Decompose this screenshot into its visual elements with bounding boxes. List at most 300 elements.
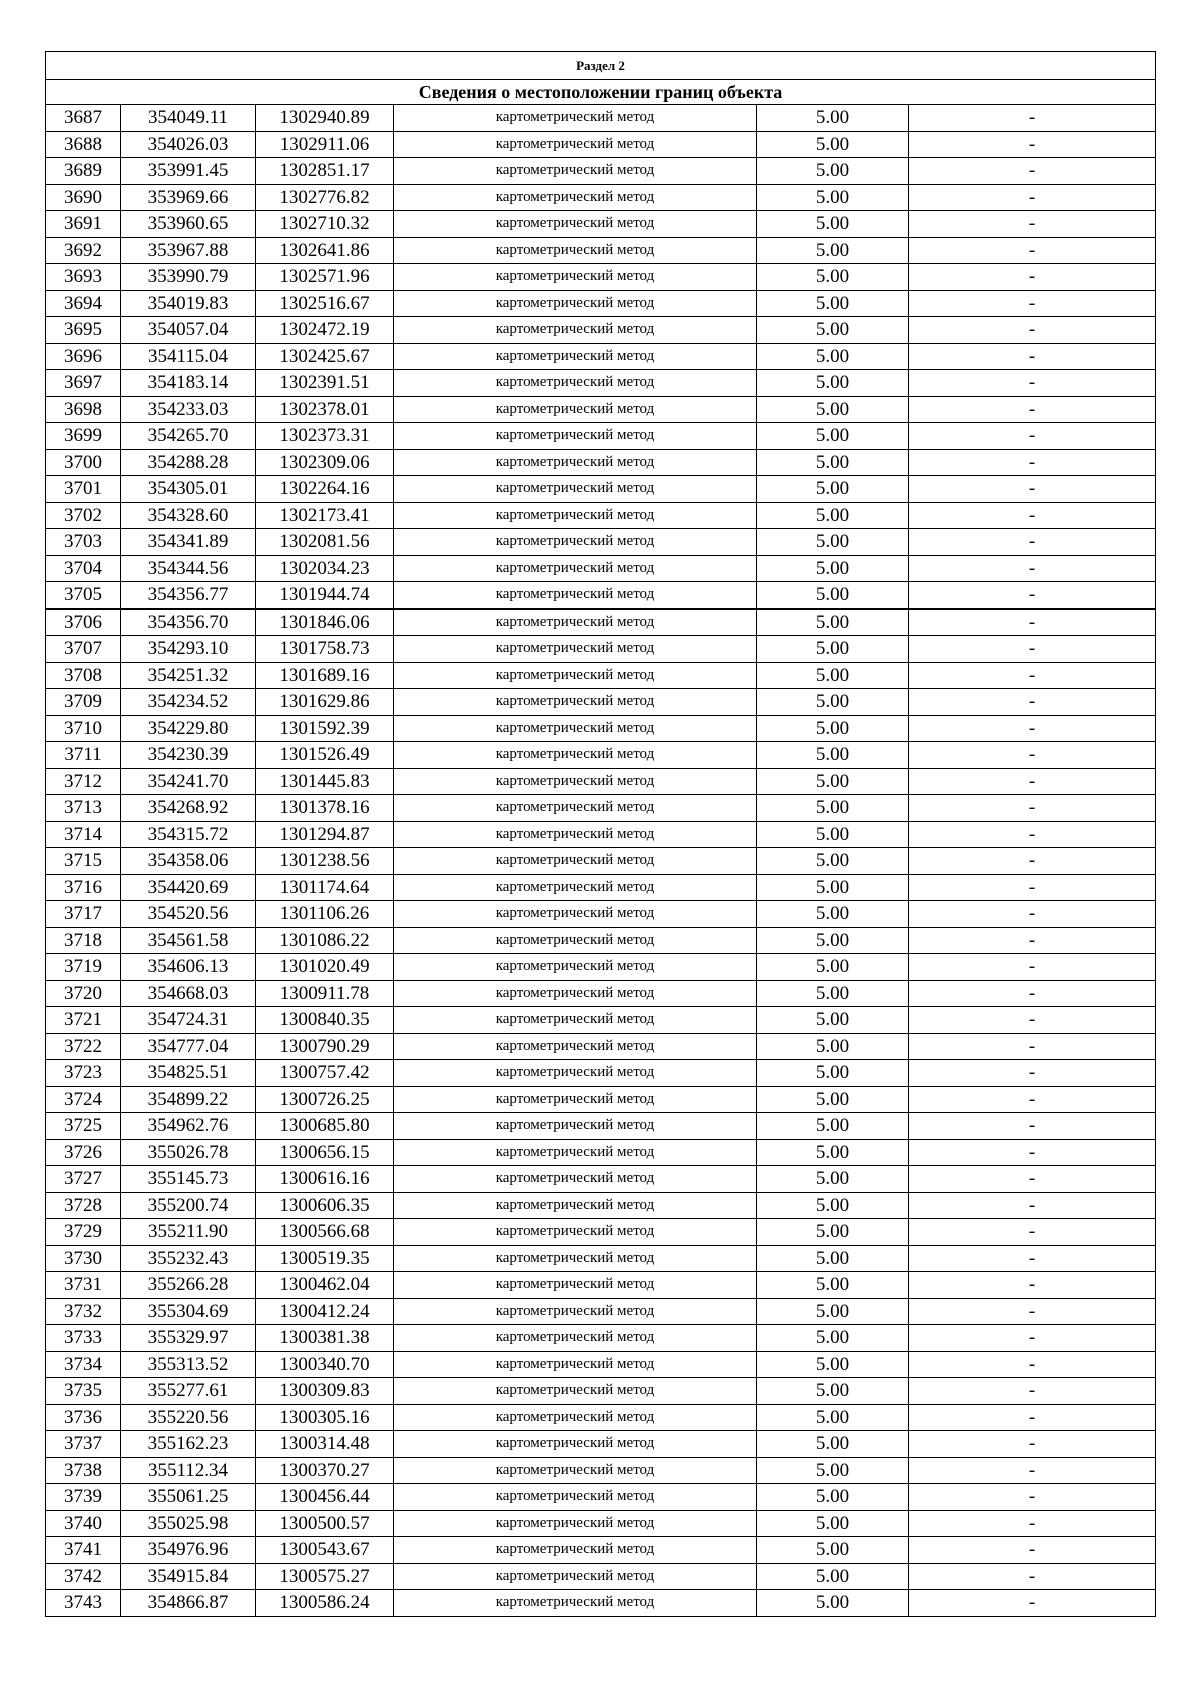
point-number-cell: 3718 [46, 927, 121, 954]
y-coordinate-cell: 1301944.74 [256, 582, 394, 609]
note-cell: - [909, 502, 1156, 529]
point-number-cell: 3743 [46, 1590, 121, 1617]
method-cell: картометрический метод [394, 1378, 757, 1405]
note-cell: - [909, 1245, 1156, 1272]
x-coordinate-cell: 354915.84 [121, 1563, 256, 1590]
accuracy-cell: 5.00 [757, 1563, 909, 1590]
x-coordinate-cell: 354328.60 [121, 502, 256, 529]
note-cell: - [909, 1484, 1156, 1511]
y-coordinate-cell: 1301445.83 [256, 768, 394, 795]
y-coordinate-cell: 1300305.16 [256, 1404, 394, 1431]
point-number-cell: 3711 [46, 742, 121, 769]
y-coordinate-cell: 1302034.23 [256, 555, 394, 582]
x-coordinate-cell: 354356.70 [121, 609, 256, 636]
table-row [46, 1245, 1156, 1272]
y-coordinate-cell: 1300606.35 [256, 1192, 394, 1219]
accuracy-cell: 5.00 [757, 237, 909, 264]
point-number-cell: 3713 [46, 795, 121, 822]
point-number-cell: 3698 [46, 396, 121, 423]
y-coordinate-cell: 1301086.22 [256, 927, 394, 954]
x-coordinate-cell: 355232.43 [121, 1245, 256, 1272]
method-cell: картометрический метод [394, 1325, 757, 1352]
accuracy-cell: 5.00 [757, 370, 909, 397]
method-cell: картометрический метод [394, 609, 757, 636]
note-cell: - [909, 901, 1156, 928]
x-coordinate-cell: 354899.22 [121, 1086, 256, 1113]
accuracy-cell: 5.00 [757, 689, 909, 716]
table-row [46, 1537, 1156, 1564]
table-row [46, 1086, 1156, 1113]
note-cell: - [909, 662, 1156, 689]
accuracy-cell: 5.00 [757, 343, 909, 370]
table-row [46, 954, 1156, 981]
note-cell: - [909, 1325, 1156, 1352]
x-coordinate-cell: 354305.01 [121, 476, 256, 503]
point-number-cell: 3695 [46, 317, 121, 344]
accuracy-cell: 5.00 [757, 874, 909, 901]
table-row [46, 1033, 1156, 1060]
x-coordinate-cell: 354356.77 [121, 582, 256, 609]
x-coordinate-cell: 353969.66 [121, 184, 256, 211]
y-coordinate-cell: 1302472.19 [256, 317, 394, 344]
note-cell: - [909, 715, 1156, 742]
note-cell: - [909, 1378, 1156, 1405]
note-cell: - [909, 1139, 1156, 1166]
method-cell: картометрический метод [394, 131, 757, 158]
method-cell: картометрический метод [394, 396, 757, 423]
x-coordinate-cell: 355304.69 [121, 1298, 256, 1325]
note-cell: - [909, 1431, 1156, 1458]
y-coordinate-cell: 1300757.42 [256, 1060, 394, 1087]
point-number-cell: 3694 [46, 290, 121, 317]
method-cell: картометрический метод [394, 1086, 757, 1113]
method-cell: картометрический метод [394, 1563, 757, 1590]
note-cell: - [909, 184, 1156, 211]
note-cell: - [909, 1404, 1156, 1431]
table-row [46, 795, 1156, 822]
y-coordinate-cell: 1300462.04 [256, 1272, 394, 1299]
accuracy-cell: 5.00 [757, 1298, 909, 1325]
point-number-cell: 3730 [46, 1245, 121, 1272]
table-row [46, 1139, 1156, 1166]
table-row [46, 158, 1156, 185]
accuracy-cell: 5.00 [757, 184, 909, 211]
note-cell: - [909, 954, 1156, 981]
table-row [46, 449, 1156, 476]
table-row [46, 1113, 1156, 1140]
table-row [46, 1325, 1156, 1352]
method-cell: картометрический метод [394, 821, 757, 848]
y-coordinate-cell: 1302776.82 [256, 184, 394, 211]
method-cell: картометрический метод [394, 1351, 757, 1378]
table-row [46, 768, 1156, 795]
x-coordinate-cell: 353990.79 [121, 264, 256, 291]
accuracy-cell: 5.00 [757, 476, 909, 503]
method-cell: картометрический метод [394, 476, 757, 503]
table-row [46, 396, 1156, 423]
y-coordinate-cell: 1300543.67 [256, 1537, 394, 1564]
method-cell: картометрический метод [394, 715, 757, 742]
x-coordinate-cell: 355313.52 [121, 1351, 256, 1378]
x-coordinate-cell: 355112.34 [121, 1457, 256, 1484]
method-cell: картометрический метод [394, 1139, 757, 1166]
x-coordinate-cell: 354026.03 [121, 131, 256, 158]
point-number-cell: 3714 [46, 821, 121, 848]
x-coordinate-cell: 355061.25 [121, 1484, 256, 1511]
y-coordinate-cell: 1300790.29 [256, 1033, 394, 1060]
point-number-cell: 3729 [46, 1219, 121, 1246]
y-coordinate-cell: 1301174.64 [256, 874, 394, 901]
x-coordinate-cell: 354341.89 [121, 529, 256, 556]
point-number-cell: 3690 [46, 184, 121, 211]
accuracy-cell: 5.00 [757, 1325, 909, 1352]
method-cell: картометрический метод [394, 1590, 757, 1617]
method-cell: картометрический метод [394, 1060, 757, 1087]
method-cell: картометрический метод [394, 848, 757, 875]
method-cell: картометрический метод [394, 158, 757, 185]
point-number-cell: 3702 [46, 502, 121, 529]
table-row [46, 1272, 1156, 1299]
point-number-cell: 3691 [46, 211, 121, 238]
y-coordinate-cell: 1302425.67 [256, 343, 394, 370]
method-cell: картометрический метод [394, 1272, 757, 1299]
note-cell: - [909, 211, 1156, 238]
point-number-cell: 3710 [46, 715, 121, 742]
y-coordinate-cell: 1302391.51 [256, 370, 394, 397]
point-number-cell: 3733 [46, 1325, 121, 1352]
point-number-cell: 3740 [46, 1510, 121, 1537]
accuracy-cell: 5.00 [757, 980, 909, 1007]
method-cell: картометрический метод [394, 874, 757, 901]
method-cell: картометрический метод [394, 742, 757, 769]
note-cell: - [909, 1457, 1156, 1484]
note-cell: - [909, 768, 1156, 795]
method-cell: картометрический метод [394, 1192, 757, 1219]
x-coordinate-cell: 355145.73 [121, 1166, 256, 1193]
y-coordinate-cell: 1300500.57 [256, 1510, 394, 1537]
point-number-cell: 3716 [46, 874, 121, 901]
y-coordinate-cell: 1302911.06 [256, 131, 394, 158]
method-cell: картометрический метод [394, 423, 757, 450]
method-cell: картометрический метод [394, 1007, 757, 1034]
y-coordinate-cell: 1300726.25 [256, 1086, 394, 1113]
note-cell: - [909, 927, 1156, 954]
point-number-cell: 3720 [46, 980, 121, 1007]
point-number-cell: 3742 [46, 1563, 121, 1590]
note-cell: - [909, 1219, 1156, 1246]
method-cell: картометрический метод [394, 927, 757, 954]
table-row [46, 343, 1156, 370]
note-cell: - [909, 1060, 1156, 1087]
method-cell: картометрический метод [394, 317, 757, 344]
x-coordinate-cell: 354315.72 [121, 821, 256, 848]
y-coordinate-cell: 1300575.27 [256, 1563, 394, 1590]
table-row [46, 555, 1156, 582]
table-row [46, 290, 1156, 317]
method-cell: картометрический метод [394, 1510, 757, 1537]
accuracy-cell: 5.00 [757, 1192, 909, 1219]
y-coordinate-cell: 1301020.49 [256, 954, 394, 981]
method-cell: картометрический метод [394, 636, 757, 663]
table-row [46, 502, 1156, 529]
y-coordinate-cell: 1302309.06 [256, 449, 394, 476]
x-coordinate-cell: 353991.45 [121, 158, 256, 185]
note-cell: - [909, 290, 1156, 317]
point-number-cell: 3732 [46, 1298, 121, 1325]
accuracy-cell: 5.00 [757, 662, 909, 689]
accuracy-cell: 5.00 [757, 1245, 909, 1272]
method-cell: картометрический метод [394, 555, 757, 582]
y-coordinate-cell: 1300566.68 [256, 1219, 394, 1246]
method-cell: картометрический метод [394, 211, 757, 238]
accuracy-cell: 5.00 [757, 636, 909, 663]
point-number-cell: 3722 [46, 1033, 121, 1060]
accuracy-cell: 5.00 [757, 1219, 909, 1246]
x-coordinate-cell: 354288.28 [121, 449, 256, 476]
accuracy-cell: 5.00 [757, 264, 909, 291]
accuracy-cell: 5.00 [757, 131, 909, 158]
note-cell: - [909, 343, 1156, 370]
point-number-cell: 3708 [46, 662, 121, 689]
accuracy-cell: 5.00 [757, 1007, 909, 1034]
table-row [46, 1431, 1156, 1458]
accuracy-cell: 5.00 [757, 1378, 909, 1405]
method-cell: картометрический метод [394, 1166, 757, 1193]
accuracy-cell: 5.00 [757, 1139, 909, 1166]
y-coordinate-cell: 1301526.49 [256, 742, 394, 769]
y-coordinate-cell: 1301629.86 [256, 689, 394, 716]
x-coordinate-cell: 355211.90 [121, 1219, 256, 1246]
method-cell: картометрический метод [394, 1033, 757, 1060]
x-coordinate-cell: 354420.69 [121, 874, 256, 901]
method-cell: картометрический метод [394, 795, 757, 822]
point-number-cell: 3693 [46, 264, 121, 291]
accuracy-cell: 5.00 [757, 290, 909, 317]
accuracy-cell: 5.00 [757, 901, 909, 928]
document-sheet [45, 51, 1155, 1617]
x-coordinate-cell: 354241.70 [121, 768, 256, 795]
y-coordinate-cell: 1302851.17 [256, 158, 394, 185]
note-cell: - [909, 476, 1156, 503]
note-cell: - [909, 1272, 1156, 1299]
accuracy-cell: 5.00 [757, 396, 909, 423]
table-row [46, 848, 1156, 875]
note-cell: - [909, 237, 1156, 264]
table-row [46, 317, 1156, 344]
y-coordinate-cell: 1302378.01 [256, 396, 394, 423]
table-row [46, 609, 1156, 636]
accuracy-cell: 5.00 [757, 1484, 909, 1511]
accuracy-cell: 5.00 [757, 1404, 909, 1431]
note-cell: - [909, 609, 1156, 636]
x-coordinate-cell: 354561.58 [121, 927, 256, 954]
table-row [46, 1351, 1156, 1378]
x-coordinate-cell: 355277.61 [121, 1378, 256, 1405]
note-cell: - [909, 555, 1156, 582]
method-cell: картометрический метод [394, 1404, 757, 1431]
table-row [46, 742, 1156, 769]
point-number-cell: 3692 [46, 237, 121, 264]
y-coordinate-cell: 1302641.86 [256, 237, 394, 264]
table-row [46, 1192, 1156, 1219]
x-coordinate-cell: 354057.04 [121, 317, 256, 344]
method-cell: картометрический метод [394, 105, 757, 132]
x-coordinate-cell: 354668.03 [121, 980, 256, 1007]
table-row [46, 370, 1156, 397]
point-number-cell: 3706 [46, 609, 121, 636]
accuracy-cell: 5.00 [757, 158, 909, 185]
method-cell: картометрический метод [394, 449, 757, 476]
x-coordinate-cell: 354358.06 [121, 848, 256, 875]
title-row [46, 80, 1156, 105]
note-cell: - [909, 795, 1156, 822]
accuracy-cell: 5.00 [757, 529, 909, 556]
y-coordinate-cell: 1300911.78 [256, 980, 394, 1007]
note-cell: - [909, 821, 1156, 848]
accuracy-cell: 5.00 [757, 1510, 909, 1537]
point-number-cell: 3738 [46, 1457, 121, 1484]
y-coordinate-cell: 1300456.44 [256, 1484, 394, 1511]
method-cell: картометрический метод [394, 662, 757, 689]
x-coordinate-cell: 354520.56 [121, 901, 256, 928]
table-row [46, 105, 1156, 132]
point-number-cell: 3703 [46, 529, 121, 556]
accuracy-cell: 5.00 [757, 742, 909, 769]
point-number-cell: 3737 [46, 1431, 121, 1458]
accuracy-cell: 5.00 [757, 1431, 909, 1458]
method-cell: картометрический метод [394, 1245, 757, 1272]
accuracy-cell: 5.00 [757, 449, 909, 476]
method-cell: картометрический метод [394, 529, 757, 556]
y-coordinate-cell: 1302081.56 [256, 529, 394, 556]
table-row [46, 476, 1156, 503]
accuracy-cell: 5.00 [757, 1113, 909, 1140]
y-coordinate-cell: 1301846.06 [256, 609, 394, 636]
accuracy-cell: 5.00 [757, 927, 909, 954]
table-row [46, 1378, 1156, 1405]
x-coordinate-cell: 354183.14 [121, 370, 256, 397]
accuracy-cell: 5.00 [757, 1457, 909, 1484]
y-coordinate-cell: 1302571.96 [256, 264, 394, 291]
table-row [46, 636, 1156, 663]
note-cell: - [909, 158, 1156, 185]
x-coordinate-cell: 354268.92 [121, 795, 256, 822]
point-number-cell: 3699 [46, 423, 121, 450]
x-coordinate-cell: 355025.98 [121, 1510, 256, 1537]
point-number-cell: 3687 [46, 105, 121, 132]
y-coordinate-cell: 1300685.80 [256, 1113, 394, 1140]
x-coordinate-cell: 354606.13 [121, 954, 256, 981]
table-row [46, 423, 1156, 450]
table-row [46, 1166, 1156, 1193]
note-cell: - [909, 1086, 1156, 1113]
y-coordinate-cell: 1300586.24 [256, 1590, 394, 1617]
x-coordinate-cell: 354976.96 [121, 1537, 256, 1564]
method-cell: картометрический метод [394, 980, 757, 1007]
accuracy-cell: 5.00 [757, 582, 909, 609]
table-title: Сведения о местоположении границ объекта [46, 80, 1156, 105]
note-cell: - [909, 980, 1156, 1007]
y-coordinate-cell: 1301106.26 [256, 901, 394, 928]
x-coordinate-cell: 353967.88 [121, 237, 256, 264]
point-number-cell: 3739 [46, 1484, 121, 1511]
note-cell: - [909, 874, 1156, 901]
method-cell: картометрический метод [394, 370, 757, 397]
y-coordinate-cell: 1302173.41 [256, 502, 394, 529]
method-cell: картометрический метод [394, 1537, 757, 1564]
y-coordinate-cell: 1300340.70 [256, 1351, 394, 1378]
point-number-cell: 3723 [46, 1060, 121, 1087]
y-coordinate-cell: 1300370.27 [256, 1457, 394, 1484]
point-number-cell: 3734 [46, 1351, 121, 1378]
x-coordinate-cell: 354825.51 [121, 1060, 256, 1087]
method-cell: картометрический метод [394, 1298, 757, 1325]
y-coordinate-cell: 1301378.16 [256, 795, 394, 822]
point-number-cell: 3705 [46, 582, 121, 609]
table-row [46, 582, 1156, 609]
x-coordinate-cell: 355220.56 [121, 1404, 256, 1431]
point-number-cell: 3712 [46, 768, 121, 795]
accuracy-cell: 5.00 [757, 1590, 909, 1617]
x-coordinate-cell: 354049.11 [121, 105, 256, 132]
method-cell: картометрический метод [394, 1219, 757, 1246]
note-cell: - [909, 742, 1156, 769]
point-number-cell: 3721 [46, 1007, 121, 1034]
table-row [46, 131, 1156, 158]
method-cell: картометрический метод [394, 1484, 757, 1511]
y-coordinate-cell: 1301758.73 [256, 636, 394, 663]
x-coordinate-cell: 354724.31 [121, 1007, 256, 1034]
accuracy-cell: 5.00 [757, 555, 909, 582]
y-coordinate-cell: 1302264.16 [256, 476, 394, 503]
point-number-cell: 3688 [46, 131, 121, 158]
point-number-cell: 3736 [46, 1404, 121, 1431]
x-coordinate-cell: 355026.78 [121, 1139, 256, 1166]
point-number-cell: 3697 [46, 370, 121, 397]
note-cell: - [909, 370, 1156, 397]
table-row [46, 715, 1156, 742]
y-coordinate-cell: 1300309.83 [256, 1378, 394, 1405]
x-coordinate-cell: 354115.04 [121, 343, 256, 370]
accuracy-cell: 5.00 [757, 1086, 909, 1113]
x-coordinate-cell: 354293.10 [121, 636, 256, 663]
note-cell: - [909, 689, 1156, 716]
y-coordinate-cell: 1301238.56 [256, 848, 394, 875]
note-cell: - [909, 449, 1156, 476]
note-cell: - [909, 1033, 1156, 1060]
note-cell: - [909, 317, 1156, 344]
accuracy-cell: 5.00 [757, 1272, 909, 1299]
accuracy-cell: 5.00 [757, 317, 909, 344]
point-number-cell: 3731 [46, 1272, 121, 1299]
y-coordinate-cell: 1301592.39 [256, 715, 394, 742]
point-number-cell: 3726 [46, 1139, 121, 1166]
point-number-cell: 3741 [46, 1537, 121, 1564]
note-cell: - [909, 1166, 1156, 1193]
note-cell: - [909, 1007, 1156, 1034]
method-cell: картометрический метод [394, 184, 757, 211]
y-coordinate-cell: 1300314.48 [256, 1431, 394, 1458]
note-cell: - [909, 529, 1156, 556]
x-coordinate-cell: 354344.56 [121, 555, 256, 582]
table-row [46, 1298, 1156, 1325]
accuracy-cell: 5.00 [757, 423, 909, 450]
method-cell: картометрический метод [394, 290, 757, 317]
accuracy-cell: 5.00 [757, 609, 909, 636]
table-row [46, 211, 1156, 238]
point-number-cell: 3700 [46, 449, 121, 476]
method-cell: картометрический метод [394, 1113, 757, 1140]
